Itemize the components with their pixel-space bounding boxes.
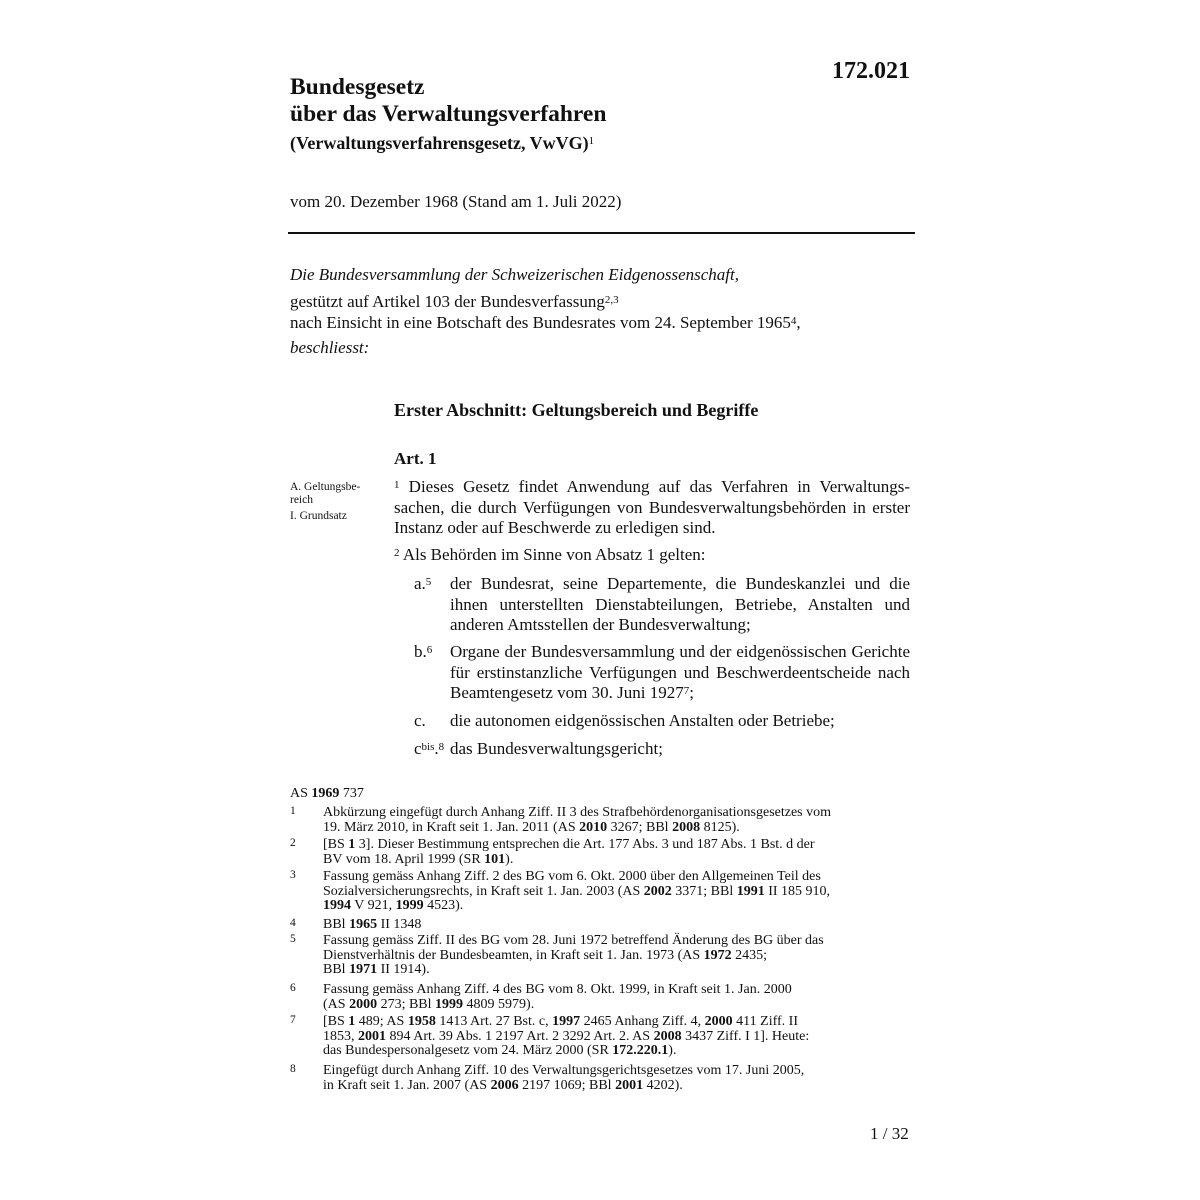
list-item-c-text: die autonomen eidgenössischen Anstalten oder Betriebe; [450, 711, 835, 730]
paragraph-1-text: Dieses Gesetz findet Anwendung auf das Verfahren in Verwaltungssachen, die durch Verfügungen von Bundesverwaltungsbehörden in erster Instanz oder auf Beschwerde zu erledigen sind. [394, 477, 910, 537]
enacting-body: Die Bundesversammlung der Schweizerischen Eidgenossenschaft, [290, 265, 739, 284]
footnote-number: 7 [290, 1014, 296, 1026]
footnote-ref-7[interactable]: 7 [683, 685, 690, 697]
list-item-a [394, 574, 910, 636]
list-item-a-label [414, 574, 431, 595]
preamble-message-end: , [796, 313, 801, 332]
footnote-7 [290, 1015, 915, 1059]
footnote-number: 1 [290, 805, 296, 817]
label-text: c [414, 739, 422, 758]
as-reference [290, 786, 364, 802]
paragraph-2 [394, 545, 910, 566]
list-item-cbis-text: das Bundesverwaltungsgericht; [450, 739, 663, 758]
footnote-1 [290, 806, 915, 835]
list-item-cbis-label [414, 739, 444, 760]
section-title: Erster Abschnitt: Geltungsbereich und Begriffe [394, 400, 759, 420]
footnote-3 [290, 870, 915, 914]
margin-line-3: I. Grundsatz [290, 510, 347, 522]
footnote-text: BBl 1965 II 1348 [323, 917, 422, 932]
item-text-end: ; [689, 683, 694, 702]
footnote-2 [290, 838, 915, 867]
footnote-number: 2 [290, 837, 296, 849]
header-rule [288, 232, 915, 234]
footnote-ref-2-3[interactable]: 2,3 [604, 294, 619, 306]
title-line-1: Bundesgesetz [290, 74, 425, 100]
footnote-number: 6 [290, 982, 296, 994]
as-year: 1969 [311, 786, 340, 801]
preamble-basis [290, 292, 619, 312]
sr-number: 172.021 [832, 58, 910, 84]
as-prefix: AS [290, 786, 312, 801]
footnote-number: 5 [290, 933, 296, 945]
footnote-text: [BS 1 489; AS 1958 1413 Art. 27 Bst. c, 1997 2465 Anhang Ziff. 4, 2000 411 Ziff. II 1853, 2001 894 Art. 39 Abs. 1 2197 Art. 2 3292 Art. 2. AS 2008 3437 Ziff. I 1]. Heute: das Bundespersonalgesetz vom 24. März 2000 (SR 172.220.1). [323, 1014, 810, 1058]
footnote-text: Fassung gemäss Anhang Ziff. 2 des BG vom 6. Okt. 2000 über den Allgemeinen Teil des Sozialversicherungsrechts, in Kraft seit 1. Jan. 2003 (AS 2002 3371; BBl 1991 II 185 910, 1994 V 921, 1999 4523). [323, 869, 831, 913]
paragraph-1-number: 1 [394, 479, 400, 491]
footnote-ref-8[interactable]: 8 [438, 741, 445, 753]
margin-line-2: reich [290, 493, 313, 506]
preamble-basis-text: gestützt auf Artikel 103 der Bundesverfassung [290, 292, 605, 311]
footnote-text: Fassung gemäss Anhang Ziff. 4 des BG vom 8. Okt. 1999, in Kraft seit 1. Jan. 2000 (AS 2000 273; BBl 1999 4809 5979). [323, 982, 792, 1012]
date-line: vom 20. Dezember 1968 (Stand am 1. Juli 2022) [290, 192, 622, 211]
footnote-ref-1[interactable]: 1 [588, 135, 595, 147]
as-page: 737 [339, 786, 364, 801]
footnote-6 [290, 983, 915, 1012]
footnote-8 [290, 1064, 915, 1093]
label-bis: bis [421, 741, 435, 753]
list-item-b-label [414, 642, 432, 663]
paragraph-1 [394, 477, 910, 539]
item-text: Organe der Bundesversammlung und der eidgenössischen Gerichte für erstinstanzliche Verfügungen und Beschwerdeentscheide nach Beamtengesetz vom 30. Juni 1927 [450, 642, 910, 702]
preamble-message [290, 313, 801, 333]
label-text: b. [414, 642, 427, 661]
footnote-text: Abkürzung eingefügt durch Anhang Ziff. II 3 des Strafbehördenorganisationsgesetzes vom 19. März 2010, in Kraft seit 1. Jan. 2011 (AS 2010 3267; BBl 2008 8125). [323, 805, 832, 835]
preamble-resolves: beschliesst: [290, 338, 370, 357]
list-item-cbis [394, 739, 910, 760]
title-short-name: (Verwaltungsverfahrensgesetz, VwVG) [290, 133, 589, 153]
list-item-c [394, 711, 910, 732]
paragraph-2-text: Als Behörden im Sinne von Absatz 1 gelten: [402, 545, 706, 564]
footnote-text: Eingefügt durch Anhang Ziff. 10 des Verwaltungsgerichtsgesetzes vom 17. Juni 2005, in Kraft seit 1. Jan. 2007 (AS 2006 2197 1069; BBl 2001 4202). [323, 1063, 805, 1093]
footnote-number: 3 [290, 869, 296, 881]
footnote-ref-6[interactable]: 6 [426, 644, 433, 656]
footnote-4 [290, 918, 915, 933]
page-number: 1 / 32 [870, 1124, 909, 1143]
footnote-text: [BS 1 3]. Dieser Bestimmung entsprechen die Art. 177 Abs. 3 und 187 Abs. 1 Bst. d der BV vom 18. April 1999 (SR 101). [323, 837, 815, 867]
list-item-b [394, 642, 910, 704]
article-number: Art. 1 [394, 449, 437, 468]
footnote-number: 8 [290, 1063, 296, 1075]
list-item-c-label: c. [414, 711, 426, 730]
footnote-ref-5[interactable]: 5 [425, 576, 432, 588]
footnote-number: 4 [290, 917, 296, 929]
margin-note [290, 481, 360, 523]
footnote-ref-4[interactable]: 4 [790, 315, 797, 327]
footnote-5 [290, 934, 915, 978]
list-item-a-text: der Bundesrat, seine Departemente, die Bundeskanzlei und die ihnen unterstellten Dienstabteilungen, Betriebe, Anstalten und anderen Amtsstellen der Bundesverwaltung; [450, 574, 910, 634]
label-dot: . [434, 739, 439, 758]
list-item-b-text [450, 642, 910, 704]
label-text: a. [414, 574, 426, 593]
preamble-message-text: nach Einsicht in eine Botschaft des Bundesrates vom 24. September 1965 [290, 313, 791, 332]
paragraph-2-number: 2 [394, 547, 400, 559]
footnote-text: Fassung gemäss Ziff. II des BG vom 28. Juni 1972 betreffend Änderung des BG über das Dienstverhältnis der Bundesbeamten, in Kraft seit 1. Jan. 1973 (AS 1972 2435; BBl 1971 II 1914). [323, 933, 824, 977]
title-line-3 [290, 128, 606, 158]
law-title [290, 74, 606, 158]
title-line-2: über das Verwaltungsverfahren [290, 101, 607, 127]
margin-line-1: A. Geltungsbe- [290, 481, 361, 493]
